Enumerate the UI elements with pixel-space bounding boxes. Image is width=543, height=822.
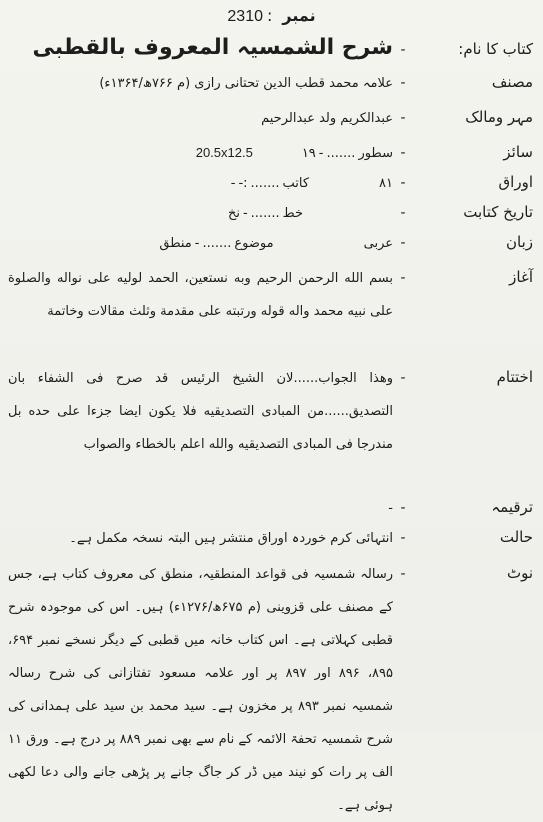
row-seal: مہر ومالک - عبدالکریم ولد عبدالرحیم: [8, 106, 535, 131]
incipit-value: بسم الله الرحمن الرحيم وبه نستعين، الحمد لوليه على نواله والصلوة على نبيه محمد واله قوله ورتبته على مقدمة وثلث مقالات وخاتمة: [8, 271, 393, 319]
folios-label: اوراق: [498, 173, 533, 191]
condition-label: حالت: [499, 528, 533, 546]
title-value: شرح الشمسیہ المعروف بالقطبی: [32, 35, 393, 60]
seal-label: مہر ومالک: [465, 108, 533, 126]
explicit-value: وهذا الجواب......لان الشيخ الرئيس قد صرح فى الشفاء بان التصديق......من المبادى التصديقيه فلا يكون ايضا جزءا على حده بل مندرجا فى المبادى التصديقيه والله اعلم بالخطاء والصواب: [8, 371, 393, 452]
size-label: سائز: [503, 143, 533, 161]
row-title: کتاب کا نام: - شرح الشمسیہ المعروف بالقطبی: [8, 34, 535, 62]
colophon-value: -: [388, 501, 393, 516]
subject-label: موضوع: [234, 236, 274, 251]
script-value: نخ: [227, 206, 240, 221]
row-size: سائز - سطور.......-۱۹ 20.5x12.5: [8, 141, 535, 166]
lines-value: ۱۹: [301, 146, 316, 161]
row-colophon: ترقیمہ - -: [8, 496, 535, 521]
seal-value: عبدالکریم ولد عبدالرحیم: [261, 111, 393, 126]
note-value: رسالہ شمسیہ فی قواعد المنطقیہ، منطق کی معروف کتاب ہے، جس کے مصنف علی قزوینی (م ۶۷۵ھ/۱۲۷۶ء) ہیں۔ اس کی موجودہ شرح قطبی کہلاتی ہے۔ اس کتاب خانہ میں قطبی کے دیگر نسخے نمبر ۶۹۴، ۸۹۵، ۸۹۶ اور ۸۹۷ پر اور علامہ مسعود تفتازانی کی شرح رسالہ شمسیہ نمبر ۸۹۳ پر مخزون ہے۔ سید محمد بن سید علی ہمدانی کی شرح شمسیہ تحفۃ الائمہ کے نام سے بھی نمبر ۸۸۹ پر درج ہے۔ ورق ۱۱ الف پر رات کو نیند میں ڈر کر جاگ جانے پر پڑھی جانے والی دعا لکھی ہوئی ہے۔: [8, 567, 393, 813]
language-value: عربی: [363, 236, 393, 251]
author-value: علامہ محمد قطب الدین تحتانی رازی (م ۷۶۶ھ/۱۳۶۴ء): [99, 76, 393, 91]
record-number-header: [0, 6, 543, 27]
colophon-label: ترقیمہ: [491, 498, 533, 516]
scribe-label: کاتب: [282, 176, 310, 191]
row-incipit: آغاز - بسم الله الرحمن الرحيم وبه نستعين، الحمد لوليه على نواله والصلوة على نبيه محمد واله قوله ورتبته على مقدمة وثلث مقالات وخاتمة: [8, 262, 535, 328]
folios-value: ۸۱: [379, 176, 393, 191]
record-number-separator: :: [266, 6, 273, 25]
size-value: 20.5x12.5: [195, 145, 253, 160]
row-language: زبان - عربی موضوع.......-منطق: [8, 231, 535, 256]
record-number-value: 2310: [227, 8, 263, 25]
record-number-label: نمبر: [282, 6, 316, 25]
row-date: تاریخ کتابت - خط.......-نخ: [227, 203, 533, 221]
row-folios: اوراق - ۸۱ کاتب.......:--: [8, 171, 535, 196]
language-label: زبان: [505, 233, 533, 251]
lines-label: سطور: [358, 146, 393, 161]
author-label: مصنف: [491, 73, 533, 91]
date-label: تاریخ کتابت: [463, 203, 533, 221]
explicit-label: اختتام: [496, 368, 533, 386]
row-condition: حالت - انتہائی کرم خوردہ اوراق منتشر ہیں البتہ نسخہ مکمل ہے۔: [8, 526, 535, 551]
note-label: نوٹ: [506, 564, 533, 582]
scribe-value: -: [230, 176, 236, 191]
title-label: کتاب کا نام:: [458, 40, 533, 58]
subject-value: منطق: [159, 236, 192, 251]
condition-value: انتہائی کرم خوردہ اوراق منتشر ہیں البتہ نسخہ مکمل ہے۔: [69, 531, 393, 546]
row-author: مصنف - علامہ محمد قطب الدین تحتانی رازی (م ۷۶۶ھ/۱۳۶۴ء): [8, 71, 535, 96]
incipit-label: آغاز: [509, 268, 533, 286]
row-note: نوٹ - رسالہ شمسیہ فی قواعد المنطقیہ، منطق کی معروف کتاب ہے، جس کے مصنف علی قزوینی (م ۶۷۵ھ/۱۲۷۶ء) ہیں۔ اس کی موجودہ شرح قطبی کہلاتی ہے۔ اس کتاب خانہ میں قطبی کے دیگر نسخے نمبر ۶۹۴، ۸۹۵، ۸۹۶ اور ۸۹۷ پر اور علامہ مسعود تفتازانی کی شرح رسالہ شمسیہ نمبر ۸۹۳ پر مخزون ہے۔ سید محمد بن سید علی ہمدانی کی شرح شمسیہ تحفۃ الائمہ کے نام سے بھی نمبر ۸۸۹ پر درج ہے۔ ورق ۱۱ الف پر رات کو نیند میں ڈر کر جاگ جانے پر پڑھی جانے والی دعا لکھی ہوئی ہے۔: [8, 558, 535, 822]
script-label: خط: [282, 206, 303, 221]
row-explicit: اختتام - وهذا الجواب......لان الشيخ الرئيس قد صرح فى الشفاء بان التصديق......من المبادى التصديقيه فلا يكون ايضا جزءا على حده بل مندرجا فى المبادى التصديقيه والله اعلم بالخطاء والصواب: [8, 362, 535, 461]
